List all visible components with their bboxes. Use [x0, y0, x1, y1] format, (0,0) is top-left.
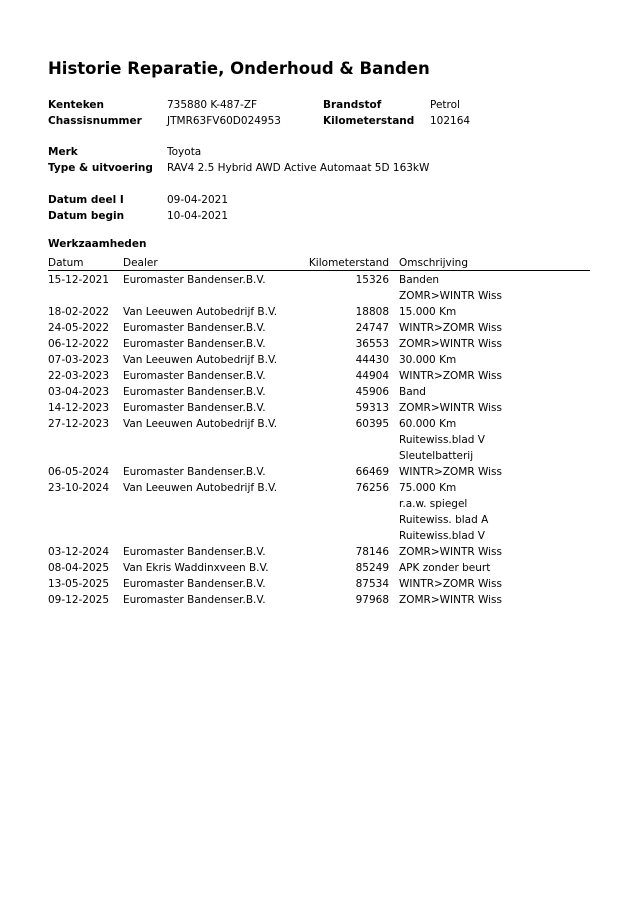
cell-date: 09-12-2025: [48, 594, 110, 606]
cell-km: 87534: [355, 578, 389, 590]
cell-date: 14-12-2023: [48, 402, 110, 414]
brandstof-label: Brandstof: [323, 99, 382, 111]
datum-deel1-label: Datum deel I: [48, 194, 124, 206]
kilometerstand-value: 102164: [430, 115, 471, 127]
header-dealer: Dealer: [123, 257, 158, 269]
cell-dealer: Euromaster Bandenser.B.V.: [123, 322, 266, 334]
cell-desc: r.a.w. spiegel: [399, 498, 468, 510]
cell-desc: WINTR>ZOMR Wiss: [399, 370, 503, 382]
cell-km: 66469: [355, 466, 389, 478]
cell-dealer: Van Leeuwen Autobedrijf B.V.: [123, 482, 278, 494]
cell-dealer: Euromaster Bandenser.B.V.: [123, 274, 266, 286]
datum-deel1-value: 09-04-2021: [167, 194, 229, 206]
merk-value: Toyota: [167, 146, 202, 158]
merk-label: Merk: [48, 146, 78, 158]
cell-dealer: Van Leeuwen Autobedrijf B.V.: [123, 418, 278, 430]
cell-date: 03-04-2023: [48, 386, 110, 398]
cell-desc: Banden: [399, 274, 440, 286]
cell-desc: WINTR>ZOMR Wiss: [399, 466, 503, 478]
cell-date: 08-04-2025: [48, 562, 110, 574]
cell-desc: WINTR>ZOMR Wiss: [399, 578, 503, 590]
type-label: Type & uitvoering: [48, 162, 153, 174]
cell-desc: ZOMR>WINTR Wiss: [399, 338, 503, 350]
cell-dealer: Euromaster Bandenser.B.V.: [123, 338, 266, 350]
chassis-value: JTMR63FV60D024953: [167, 115, 281, 127]
work-section-title: Werkzaamheden: [48, 238, 147, 250]
brandstof-value: Petrol: [430, 99, 460, 111]
header-divider: [48, 270, 590, 271]
cell-date: 15-12-2021: [48, 274, 110, 286]
datum-begin-label: Datum begin: [48, 210, 125, 222]
cell-dealer: Van Ekris Waddinxveen B.V.: [123, 562, 269, 574]
cell-desc: 15.000 Km: [399, 306, 457, 318]
cell-km: 36553: [355, 338, 389, 350]
cell-date: 07-03-2023: [48, 354, 110, 366]
cell-date: 24-05-2022: [48, 322, 110, 334]
cell-km: 18808: [355, 306, 389, 318]
cell-desc: Ruitewiss. blad A: [399, 514, 489, 526]
cell-date: 22-03-2023: [48, 370, 110, 382]
cell-dealer: Euromaster Bandenser.B.V.: [123, 386, 266, 398]
cell-dealer: Van Leeuwen Autobedrijf B.V.: [123, 306, 278, 318]
cell-desc: WINTR>ZOMR Wiss: [399, 322, 503, 334]
cell-dealer: Euromaster Bandenser.B.V.: [123, 546, 266, 558]
cell-date: 13-05-2025: [48, 578, 110, 590]
chassis-label: Chassisnummer: [48, 115, 142, 127]
page-title: Historie Reparatie, Onderhoud & Banden: [48, 59, 430, 78]
cell-dealer: Euromaster Bandenser.B.V.: [123, 466, 266, 478]
cell-dealer: Euromaster Bandenser.B.V.: [123, 370, 266, 382]
cell-km: 44904: [355, 370, 389, 382]
cell-desc: 60.000 Km: [399, 418, 457, 430]
cell-desc: ZOMR>WINTR Wiss: [399, 546, 503, 558]
datum-begin-value: 10-04-2021: [167, 210, 229, 222]
cell-desc: ZOMR>WINTR Wiss: [399, 594, 503, 606]
cell-km: 60395: [355, 418, 389, 430]
cell-desc: Sleutelbatterij: [399, 450, 474, 462]
cell-date: 23-10-2024: [48, 482, 110, 494]
cell-desc: Band: [399, 386, 426, 398]
cell-km: 76256: [355, 482, 389, 494]
header-km: Kilometerstand: [308, 257, 389, 269]
cell-km: 59313: [355, 402, 389, 414]
cell-desc: APK zonder beurt: [399, 562, 491, 574]
cell-km: 15326: [355, 274, 389, 286]
cell-km: 78146: [355, 546, 389, 558]
cell-desc: 75.000 Km: [399, 482, 457, 494]
cell-km: 97968: [355, 594, 389, 606]
type-value: RAV4 2.5 Hybrid AWD Active Automaat 5D 163kW: [167, 162, 430, 174]
cell-km: 45906: [355, 386, 389, 398]
kenteken-label: Kenteken: [48, 99, 104, 111]
cell-dealer: Euromaster Bandenser.B.V.: [123, 594, 266, 606]
cell-date: 18-02-2022: [48, 306, 110, 318]
cell-km: 44430: [355, 354, 389, 366]
cell-date: 06-05-2024: [48, 466, 110, 478]
cell-desc: 30.000 Km: [399, 354, 457, 366]
cell-desc: Ruitewiss.blad V: [399, 530, 485, 542]
cell-desc: Ruitewiss.blad V: [399, 434, 485, 446]
cell-km: 85249: [355, 562, 389, 574]
cell-dealer: Van Leeuwen Autobedrijf B.V.: [123, 354, 278, 366]
kilometerstand-label: Kilometerstand: [323, 115, 415, 127]
cell-date: 06-12-2022: [48, 338, 110, 350]
cell-desc: ZOMR>WINTR Wiss: [399, 290, 503, 302]
header-date: Datum: [48, 257, 84, 269]
cell-date: 03-12-2024: [48, 546, 110, 558]
cell-km: 24747: [355, 322, 389, 334]
header-desc: Omschrijving: [399, 257, 468, 269]
cell-dealer: Euromaster Bandenser.B.V.: [123, 578, 266, 590]
cell-desc: ZOMR>WINTR Wiss: [399, 402, 503, 414]
kenteken-value: 735880 K-487-ZF: [167, 99, 258, 111]
cell-date: 27-12-2023: [48, 418, 110, 430]
cell-dealer: Euromaster Bandenser.B.V.: [123, 402, 266, 414]
